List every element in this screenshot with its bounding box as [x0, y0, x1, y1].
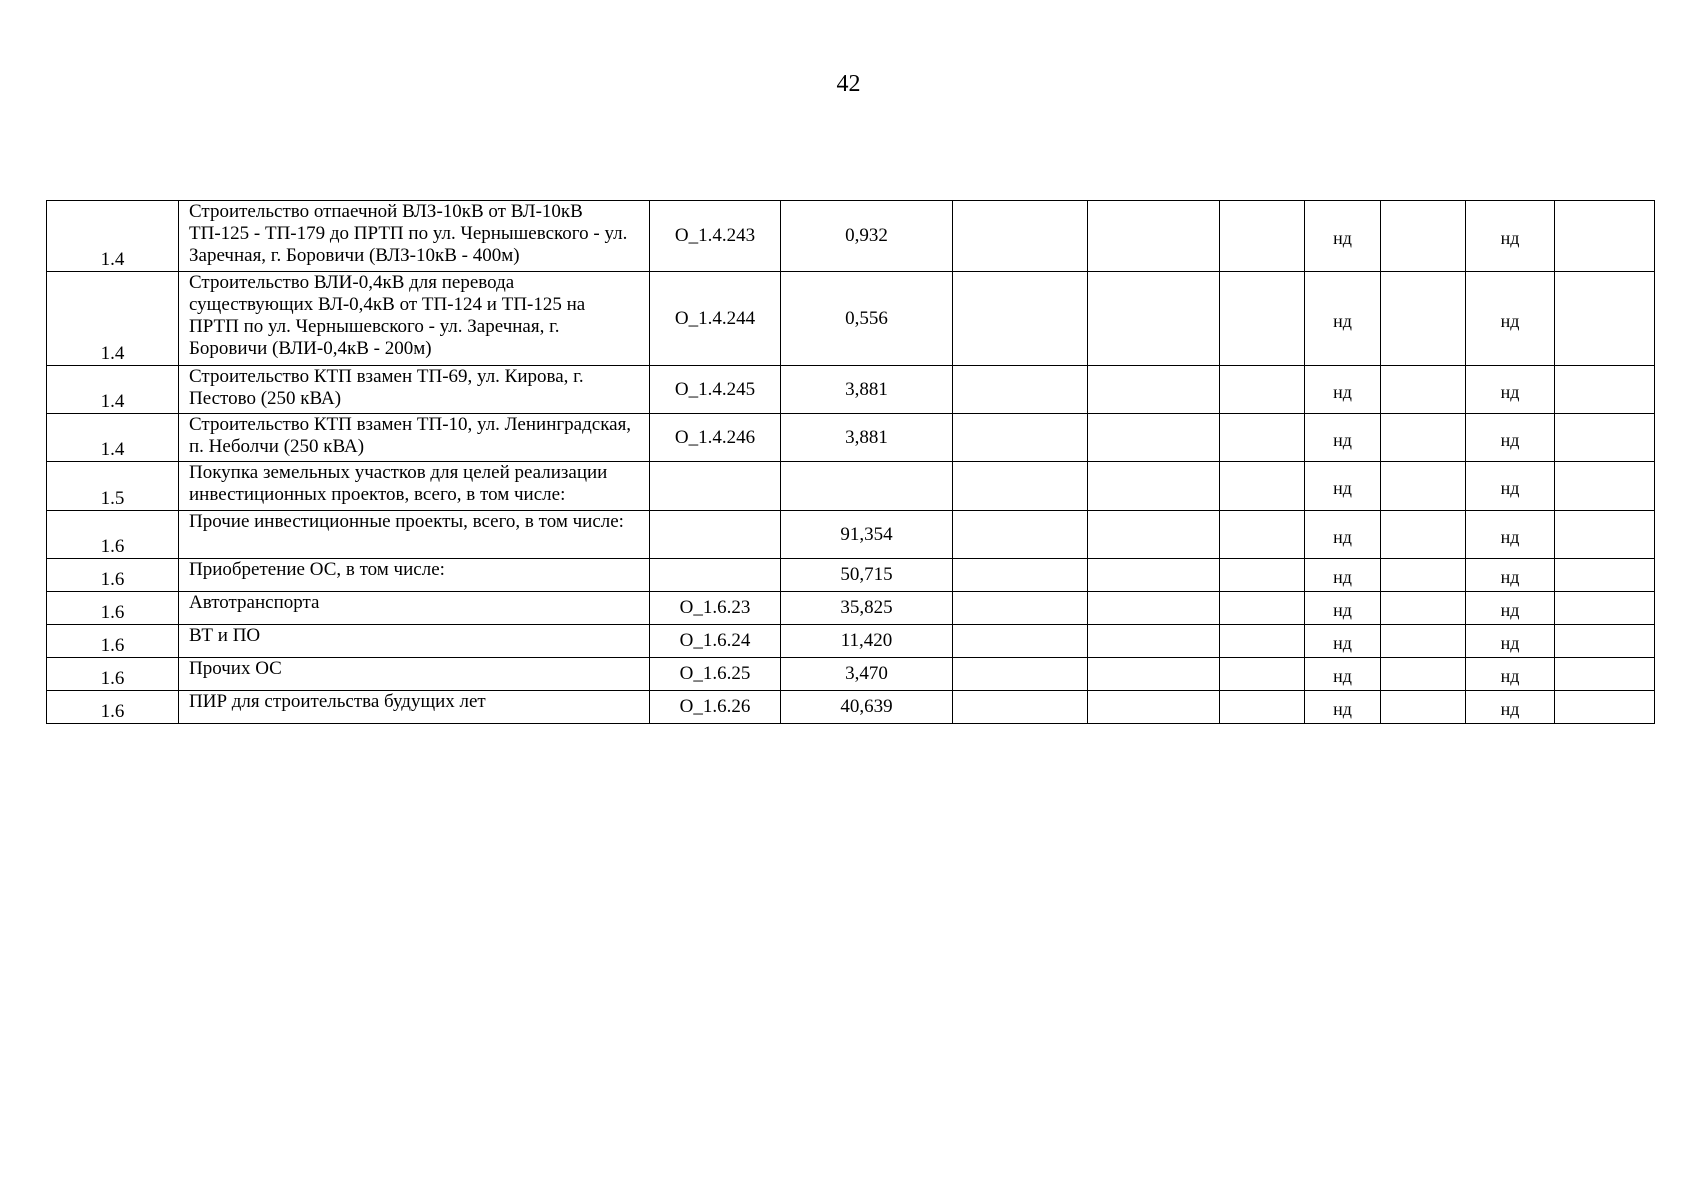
project-value: 0,556	[781, 272, 953, 366]
nd-value: нд	[1500, 228, 1520, 248]
nd-cell	[1466, 592, 1555, 625]
table-row	[47, 511, 1655, 559]
nd-cell	[1466, 625, 1555, 658]
project-code: О_1.4.246	[650, 414, 781, 462]
project-name: Прочих ОС	[179, 658, 650, 691]
project-name: Строительство КТП взамен ТП-10, ул. Ленинградская, п. Неболчи (250 кВА)	[179, 414, 650, 462]
nd-value: нд	[1500, 633, 1520, 653]
empty-cell	[1220, 592, 1305, 625]
empty-cell	[953, 592, 1088, 625]
row-number: 1.6	[47, 511, 179, 559]
investment-table	[46, 200, 1655, 724]
empty-cell	[1381, 511, 1466, 559]
nd-cell	[1305, 511, 1381, 559]
empty-cell	[1381, 625, 1466, 658]
table-row	[47, 414, 1655, 462]
project-name: Автотранспорта	[179, 592, 650, 625]
empty-cell	[1088, 691, 1220, 724]
nd-value: нд	[1333, 699, 1352, 719]
empty-cell	[1381, 658, 1466, 691]
nd-value: нд	[1500, 381, 1520, 402]
row-number: 1.6	[47, 592, 179, 625]
nd-value: нд	[1333, 526, 1352, 547]
empty-cell	[1088, 658, 1220, 691]
nd-cell	[1305, 625, 1381, 658]
project-code: О_1.6.23	[650, 592, 781, 625]
nd-cell	[1466, 414, 1555, 462]
empty-cell	[1555, 559, 1655, 592]
empty-cell	[1555, 366, 1655, 414]
empty-cell	[953, 658, 1088, 691]
empty-cell	[953, 462, 1088, 511]
empty-cell	[1088, 462, 1220, 511]
nd-cell	[1466, 511, 1555, 559]
project-code: О_1.6.24	[650, 625, 781, 658]
empty-cell	[953, 559, 1088, 592]
empty-cell	[953, 414, 1088, 462]
empty-cell	[1381, 559, 1466, 592]
empty-cell	[1555, 691, 1655, 724]
empty-cell	[1555, 658, 1655, 691]
empty-cell	[1220, 462, 1305, 511]
page-number: 42	[836, 71, 861, 97]
nd-cell	[1466, 201, 1555, 272]
project-name: Строительство ВЛИ-0,4кВ для перевода существующих ВЛ-0,4кВ от ТП-124 и ТП-125 на ПРТП по ул. Чернышевского - ул. Заречная, г. Боровичи (ВЛИ-0,4кВ - 200м)	[179, 272, 650, 366]
project-code	[650, 462, 781, 511]
project-name: Прочие инвестиционные проекты, всего, в том числе:	[179, 511, 650, 559]
row-number: 1.5	[47, 462, 179, 511]
nd-value: нд	[1500, 310, 1520, 331]
table-row	[47, 658, 1655, 691]
project-value: 3,470	[781, 658, 953, 691]
empty-cell	[953, 366, 1088, 414]
project-value: 11,420	[781, 625, 953, 658]
nd-cell	[1305, 201, 1381, 272]
nd-cell	[1305, 414, 1381, 462]
empty-cell	[1088, 511, 1220, 559]
row-number: 1.6	[47, 625, 179, 658]
project-code: О_1.6.25	[650, 658, 781, 691]
table-row	[47, 559, 1655, 592]
row-number: 1.6	[47, 559, 179, 592]
empty-cell	[953, 272, 1088, 366]
nd-cell	[1305, 658, 1381, 691]
empty-cell	[1088, 559, 1220, 592]
empty-cell	[1220, 691, 1305, 724]
project-value: 91,354	[781, 511, 953, 559]
nd-value: нд	[1333, 310, 1352, 331]
nd-cell	[1305, 272, 1381, 366]
nd-value: нд	[1333, 666, 1352, 686]
empty-cell	[1555, 201, 1655, 272]
project-code: О_1.4.243	[650, 201, 781, 272]
nd-cell	[1466, 366, 1555, 414]
nd-cell	[1466, 691, 1555, 724]
nd-value: нд	[1500, 478, 1520, 498]
empty-cell	[1220, 201, 1305, 272]
empty-cell	[1088, 414, 1220, 462]
table-row	[47, 625, 1655, 658]
nd-value: нд	[1500, 666, 1520, 686]
nd-cell	[1466, 559, 1555, 592]
project-value: 35,825	[781, 592, 953, 625]
empty-cell	[953, 625, 1088, 658]
row-number: 1.4	[47, 366, 179, 414]
nd-value: нд	[1333, 381, 1352, 402]
nd-value: нд	[1333, 600, 1352, 620]
empty-cell	[1220, 414, 1305, 462]
empty-cell	[1381, 272, 1466, 366]
empty-cell	[1381, 366, 1466, 414]
table-row	[47, 272, 1655, 366]
project-name: Строительство отпаечной ВЛЗ-10кВ от ВЛ-10кВ ТП-125 - ТП-179 до ПРТП по ул. Чернышевского - ул. Заречная, г. Боровичи (ВЛЗ-10кВ - 400м)	[179, 201, 650, 272]
row-number: 1.6	[47, 658, 179, 691]
nd-value: нд	[1333, 228, 1352, 248]
empty-cell	[1220, 272, 1305, 366]
nd-value: нд	[1333, 633, 1352, 653]
nd-cell	[1305, 691, 1381, 724]
nd-value: нд	[1333, 567, 1352, 587]
empty-cell	[1220, 511, 1305, 559]
project-name: Строительство КТП взамен ТП-69, ул. Кирова, г. Пестово (250 кВА)	[179, 366, 650, 414]
empty-cell	[1088, 625, 1220, 658]
empty-cell	[1555, 272, 1655, 366]
empty-cell	[953, 511, 1088, 559]
empty-cell	[1220, 559, 1305, 592]
row-number: 1.4	[47, 414, 179, 462]
table-row	[47, 366, 1655, 414]
empty-cell	[1555, 592, 1655, 625]
nd-value: нд	[1333, 478, 1352, 498]
empty-cell	[1555, 511, 1655, 559]
empty-cell	[953, 691, 1088, 724]
project-name: Покупка земельных участков для целей реализации инвестиционных проектов, всего, в том числе:	[179, 462, 650, 511]
project-value: 3,881	[781, 414, 953, 462]
nd-cell	[1466, 272, 1555, 366]
nd-cell	[1466, 462, 1555, 511]
nd-value: нд	[1500, 699, 1520, 719]
project-name: ПИР для строительства будущих лет	[179, 691, 650, 724]
project-value: 40,639	[781, 691, 953, 724]
empty-cell	[1381, 201, 1466, 272]
nd-value: нд	[1500, 567, 1520, 587]
table-row	[47, 462, 1655, 511]
project-value: 50,715	[781, 559, 953, 592]
row-number: 1.4	[47, 201, 179, 272]
project-value: 3,881	[781, 366, 953, 414]
empty-cell	[1381, 462, 1466, 511]
empty-cell	[1381, 691, 1466, 724]
empty-cell	[1555, 462, 1655, 511]
empty-cell	[1220, 625, 1305, 658]
empty-cell	[1088, 366, 1220, 414]
nd-value: нд	[1500, 526, 1520, 547]
table-row	[47, 691, 1655, 724]
empty-cell	[1555, 414, 1655, 462]
table-row	[47, 201, 1655, 272]
project-name: Приобретение ОС, в том числе:	[179, 559, 650, 592]
nd-value: нд	[1333, 429, 1352, 450]
nd-value: нд	[1500, 429, 1520, 450]
nd-cell	[1305, 559, 1381, 592]
project-value	[781, 462, 953, 511]
empty-cell	[1220, 366, 1305, 414]
empty-cell	[1088, 272, 1220, 366]
project-name: ВТ и ПО	[179, 625, 650, 658]
nd-cell	[1305, 592, 1381, 625]
empty-cell	[1088, 201, 1220, 272]
project-code: О_1.4.245	[650, 366, 781, 414]
table-row	[47, 592, 1655, 625]
nd-cell	[1305, 462, 1381, 511]
nd-cell	[1466, 658, 1555, 691]
project-code	[650, 511, 781, 559]
empty-cell	[1088, 592, 1220, 625]
project-value: 0,932	[781, 201, 953, 272]
empty-cell	[953, 201, 1088, 272]
project-code: О_1.4.244	[650, 272, 781, 366]
nd-cell	[1305, 366, 1381, 414]
empty-cell	[1381, 414, 1466, 462]
nd-value: нд	[1500, 600, 1520, 620]
empty-cell	[1381, 592, 1466, 625]
empty-cell	[1555, 625, 1655, 658]
project-code	[650, 559, 781, 592]
empty-cell	[1220, 658, 1305, 691]
row-number: 1.6	[47, 691, 179, 724]
row-number: 1.4	[47, 272, 179, 366]
project-code: О_1.6.26	[650, 691, 781, 724]
